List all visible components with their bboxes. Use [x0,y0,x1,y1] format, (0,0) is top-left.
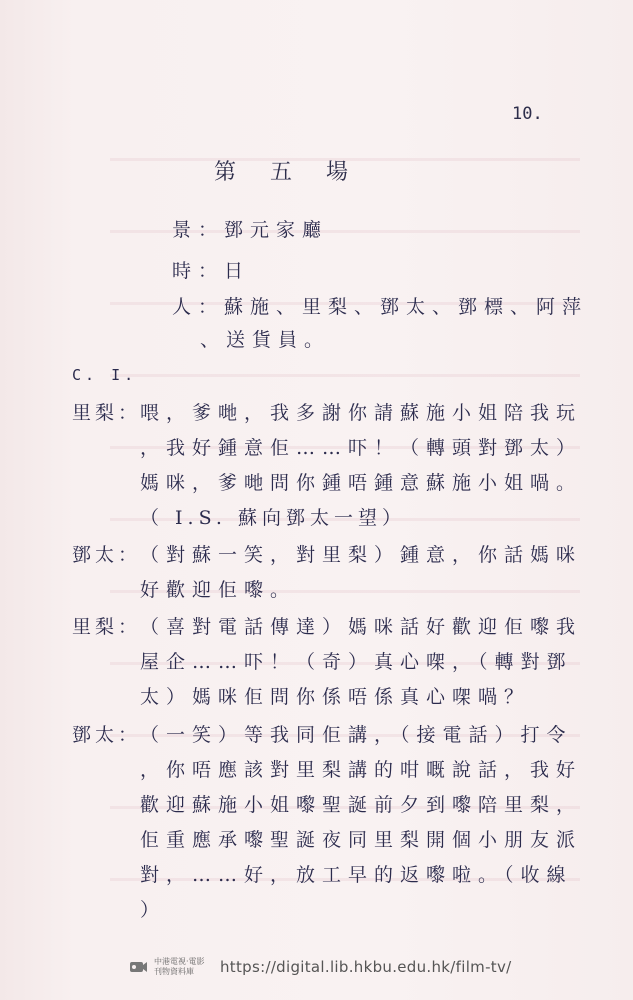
dialogue-line: （喜對電話傳達）媽咪話好歡迎佢嚟我 [140,616,583,638]
dialogue-line: 屋企……吓！（奇）真心㗎，（轉對鄧 [140,651,573,673]
dialogue-line: （一笑）等我同佢講，（接電話）打令 [140,724,573,746]
dialogue-line: 佢重應承嚟聖誕夜同里梨開個小朋友派 [140,829,583,851]
archive-org-name: 中港電視‧電影 刊物資料庫 [154,957,205,976]
stage-direction: （ I.S. 蘇向鄧太一望） [140,507,407,529]
archive-url-link[interactable]: https://digital.lib.hkbu.edu.hk/film-tv/ [220,958,512,976]
speaker-name: 鄧太： [72,724,142,746]
speaker-name: 鄧太： [72,544,142,566]
archive-logo-icon [128,957,148,977]
dialogue-line: 喂，爹哋，我多謝你請蘇施小姐陪我玩 [140,402,583,424]
dialogue-line: ，你唔應該對里梨講的咁嘅說話，我好 [140,759,583,781]
page-number: 10. [512,104,543,124]
dialogue-line: ，我好鍾意佢……吓！（轉頭對鄧太） [140,437,583,459]
speaker-name: 里梨： [72,616,142,638]
setting-time: 時：日 [172,260,251,282]
dialogue-line: 歡迎蘇施小姐嚟聖誕前夕到嚟陪里梨， [140,794,583,816]
dialogue-line: 對，……好，放工早的返嚟啦。（收線 [140,864,573,886]
setting-characters: 人：蘇施、里梨、鄧太、鄧標、阿萍 [172,296,589,318]
setting-scene: 景：鄧元家廳 [172,219,329,241]
dialogue-line: 太）媽咪佢問你係唔係真心㗎喎？ [140,686,531,708]
dialogue-line: （對蘇一笑，對里梨）鍾意，你話媽咪 [140,544,583,566]
dialogue-line: ） [140,899,167,921]
dialogue-line: 好歡迎佢嚟。 [140,579,297,601]
dialogue-line: 媽咪，爹哋問你鍾唔鍾意蘇施小姐喎。 [140,472,583,494]
setting-characters-cont: 、送貨員。 [200,329,331,351]
speaker-name: 里梨： [72,402,142,424]
archive-footer [128,952,528,982]
scene-title: 第五場 [214,160,383,185]
camera-cue: C. I. [72,366,138,384]
